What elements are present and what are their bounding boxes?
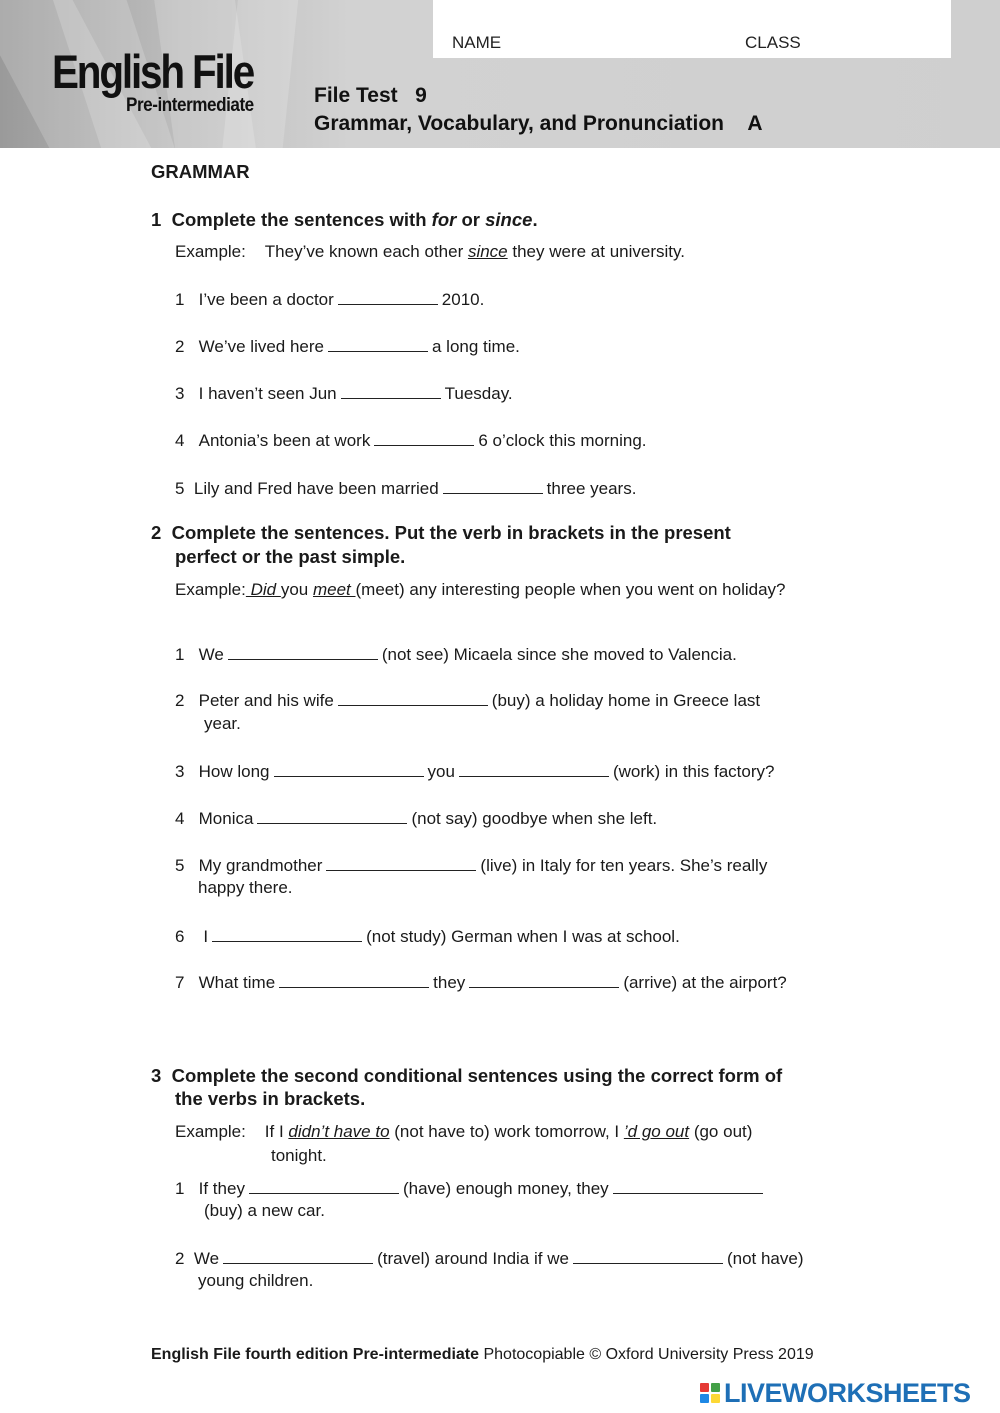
answer-blank[interactable] [249, 1177, 399, 1194]
footer-copyright: English File fourth edition Pre-intermediate Photocopiable © Oxford University Press 2019 [151, 1346, 814, 1363]
test-subtitle: Grammar, Vocabulary, and Pronunciation A [314, 112, 763, 135]
ex3-example: Example: If I didn’t have to (not have to) work tomorrow, I ’d go out (go out) [175, 1122, 753, 1141]
ex1-heading: 1 Complete the sentences with for or since. [151, 209, 538, 230]
answer-blank[interactable] [223, 1247, 373, 1264]
answer-blank[interactable] [443, 477, 543, 494]
name-label: NAME [452, 33, 502, 52]
example-answer: didn’t have to [288, 1122, 390, 1141]
answer-blank[interactable] [257, 807, 407, 824]
answer-blank[interactable] [212, 925, 362, 942]
answer-blank[interactable] [328, 335, 428, 352]
answer-blank[interactable] [274, 760, 424, 777]
example-answer: meet [312, 580, 356, 599]
ex3-heading: 3 Complete the second conditional sentences using the correct form of [151, 1065, 783, 1086]
ex1-item: 1 I’ve been a doctor 2010. [175, 290, 485, 309]
icon-tile [711, 1394, 720, 1403]
header-banner [0, 0, 1000, 148]
ex1-item: 5 Lily and Fred have been married three years. [175, 479, 637, 498]
ex2-item: 1 We (not see) Micaela since she moved to Valencia. [175, 645, 737, 664]
answer-blank[interactable] [338, 689, 488, 706]
answer-blank[interactable] [374, 429, 474, 446]
answer-blank[interactable] [459, 760, 609, 777]
example-answer: Did [245, 580, 281, 599]
answer-blank[interactable] [326, 854, 476, 871]
icon-tile [711, 1383, 720, 1392]
ex3-item-cont: young children. [198, 1271, 314, 1290]
answer-blank[interactable] [613, 1177, 763, 1194]
ex1-item: 2 We’ve lived here a long time. [175, 337, 520, 356]
logo-subtitle: Pre-intermediate [126, 95, 254, 116]
answer-blank[interactable] [469, 971, 619, 988]
icon-tile [700, 1383, 709, 1392]
ex3-item: 2 We (travel) around India if we (not have) [175, 1249, 804, 1268]
ex2-item: 3 How long you (work) in this factory? [175, 762, 775, 781]
answer-blank[interactable] [279, 971, 429, 988]
logo-title: English File [52, 45, 254, 98]
answer-blank[interactable] [573, 1247, 723, 1264]
section-title: GRAMMAR [151, 161, 250, 182]
test-version: A [747, 112, 763, 135]
ex2-item-cont: year. [204, 714, 241, 733]
liveworksheets-icon [700, 1383, 720, 1403]
answer-blank[interactable] [341, 382, 441, 399]
liveworksheets-text: LIVEWORKSHEETS [724, 1377, 971, 1408]
class-label: CLASS [745, 33, 801, 52]
ex2-example: Example: Did you meet (meet) any interesting people when you went on holiday? [175, 580, 786, 599]
name-class-box [433, 0, 951, 58]
ex1-item: 4 Antonia’s been at work 6 o’clock this morning. [175, 431, 647, 450]
ex2-item: 6 I (not study) German when I was at school. [175, 927, 680, 946]
liveworksheets-logo[interactable] [700, 1378, 971, 1408]
ex2-item: 4 Monica (not say) goodbye when she left. [175, 809, 658, 828]
ex2-item: 7 What time they (arrive) at the airport? [175, 973, 787, 992]
file-test-title: File Test 9 [314, 84, 427, 107]
ex2-item: 2 Peter and his wife (buy) a holiday home in Greece last [175, 691, 761, 710]
ex3-example-cont: tonight. [271, 1146, 327, 1165]
ex3-item: 1 If they (have) enough money, they [175, 1177, 767, 1200]
ex2-heading-cont: perfect or the past simple. [175, 546, 406, 567]
answer-blank[interactable] [228, 643, 378, 660]
example-answer: since [467, 242, 508, 261]
example-answer: ’d go out [623, 1122, 690, 1141]
ex2-heading: 2 Complete the sentences. Put the verb in brackets in the present [151, 522, 731, 543]
ex1-item: 3 I haven’t seen Jun Tuesday. [175, 384, 513, 403]
answer-blank[interactable] [338, 288, 438, 305]
ex2-item: 5 My grandmother (live) in Italy for ten years. She’s really [175, 856, 768, 875]
ex3-heading-cont: the verbs in brackets. [175, 1088, 366, 1109]
ex2-item-cont: happy there. [198, 878, 293, 897]
ex1-example: Example: They’ve known each other since they were at university. [175, 242, 685, 261]
ex3-item-cont: (buy) a new car. [204, 1201, 325, 1220]
icon-tile [700, 1394, 709, 1403]
